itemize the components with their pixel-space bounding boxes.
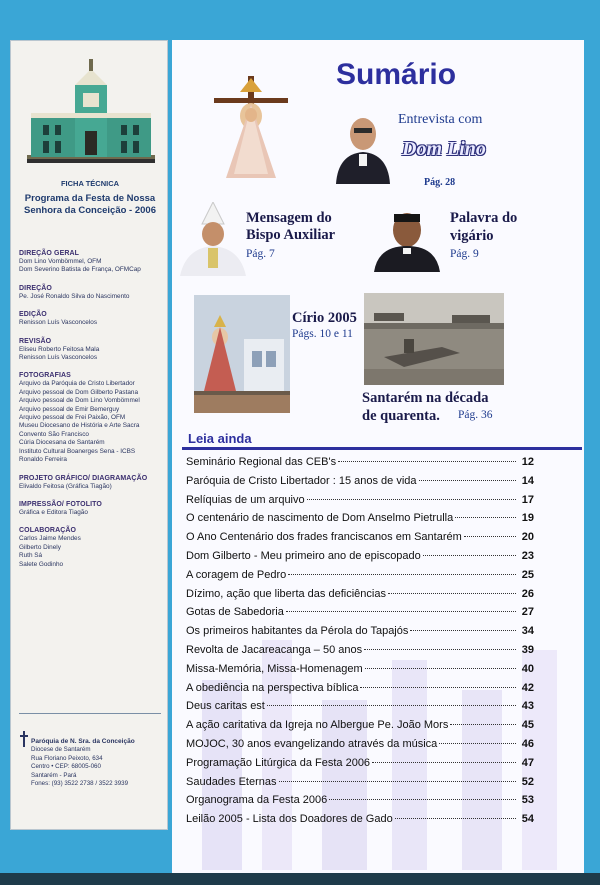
bishop-auxiliary-photo xyxy=(178,202,248,276)
credits-list xyxy=(19,249,165,578)
toc-leader xyxy=(372,762,516,763)
toc-entry-title: O centenário de nascimento de Dom Anselmo Pietrulla xyxy=(186,512,454,525)
credit-line: Renisson Luís Vasconcelos xyxy=(19,354,98,362)
summary-panel xyxy=(172,40,584,875)
toc-leader xyxy=(455,517,516,518)
credit-block xyxy=(19,284,165,301)
toc-entry xyxy=(186,606,534,625)
credit-heading: EDIÇÃO xyxy=(19,311,47,319)
toc-entry-title: Dízimo, ação que liberta das deficiências xyxy=(186,587,386,600)
credit-block xyxy=(19,337,165,363)
credit-line: Pe. José Ronaldo Silva do Nascimento xyxy=(19,292,130,300)
toc-entry-page: 17 xyxy=(521,493,534,506)
feature-title: Bispo Auxiliar xyxy=(246,227,336,243)
toc-entry-page: 26 xyxy=(521,587,534,600)
toc-entry-title: Missa-Memória, Missa-Homenagem xyxy=(186,662,363,675)
feature-title: Santarém na década xyxy=(362,390,489,406)
sidebar xyxy=(10,40,168,830)
toc-leader xyxy=(329,799,516,800)
credit-heading: IMPRESSÃO/ FOTOLITO xyxy=(19,500,102,508)
toc-entry-title: Seminário Regional das CEB's xyxy=(186,456,337,468)
toc-entry-page: 25 xyxy=(521,568,534,581)
toc-leader xyxy=(279,781,516,782)
toc-leader xyxy=(360,687,516,688)
credit-line: Instituto Cultural Boanerges Sena - ICBS xyxy=(19,447,136,455)
feature-title: Mensagem do xyxy=(246,210,332,226)
credit-heading: FOTOGRAFIAS xyxy=(19,372,71,380)
feature-page: Pág. 9 xyxy=(450,248,479,260)
credit-line: Ruth Sá xyxy=(19,552,43,560)
toc-entry-title: A ação caritativa da Igreja no Albergue Pe. João Mors xyxy=(186,719,449,732)
toc-entry-page: 27 xyxy=(521,606,534,619)
toc-entry-title: MOJOC, 30 anos evangelizando através da música xyxy=(186,737,438,750)
feature-title: de quarenta. xyxy=(362,408,440,424)
credit-line: Renisson Luís Vasconcelos xyxy=(19,319,98,327)
toc-entry xyxy=(186,663,534,682)
toc-entry xyxy=(186,682,534,701)
parish-line: Centro • CEP: 68005-060 xyxy=(31,763,101,771)
credit-block xyxy=(19,310,165,327)
credit-line: Arquivo pessoal de Dom Gilberto Pastana xyxy=(19,388,139,396)
credit-line: Museu Diocesano de História e Arte Sacra xyxy=(19,422,140,430)
toc-leader xyxy=(395,818,516,819)
credit-heading: PROJETO GRÁFICO/ DIAGRAMAÇÃO xyxy=(19,474,148,482)
feature-title: vigário xyxy=(450,228,494,244)
credit-line: Eliseu Roberto Feitosa Mala xyxy=(19,345,100,353)
feature-title: Círio 2005 xyxy=(292,310,357,326)
divider xyxy=(182,447,582,450)
credit-line: Gráfica e Editora Tiagão xyxy=(19,508,88,516)
toc-entry-title: Organograma da Festa 2006 xyxy=(186,794,328,807)
credit-heading: REVISÃO xyxy=(19,337,52,345)
toc-entry-title: Gotas de Sabedoria xyxy=(186,606,284,619)
toc-entry-page: 47 xyxy=(521,756,534,769)
toc-entry xyxy=(186,625,534,644)
credit-heading: DIREÇÃO xyxy=(19,284,52,292)
toc-leader xyxy=(419,480,516,481)
parish-line: Santarém - Pará xyxy=(31,771,77,779)
feature-title: Palavra do xyxy=(450,210,518,226)
parish-line: Rua Floriano Peixoto, 634 xyxy=(31,754,103,762)
toc-leader xyxy=(364,649,516,650)
toc-entry-title: A obediência na perspectiva bíblica xyxy=(186,681,359,694)
toc-entry-title: Deus caritas est xyxy=(186,700,265,713)
feature-page: Págs. 10 e 11 xyxy=(292,328,353,340)
toc-entry xyxy=(186,512,534,531)
credit-heading: DIREÇÃO GERAL xyxy=(19,250,80,257)
credit-line: Ronaldo Ferreira xyxy=(19,456,67,464)
cirio-2005-photo xyxy=(194,295,290,413)
toc-entry xyxy=(186,644,534,663)
toc-entry-page: 54 xyxy=(521,813,534,826)
interview-label: Entrevista com xyxy=(398,112,483,127)
toc-leader xyxy=(286,611,516,612)
parish-name: Paróquia de N. Sra. da Conceição xyxy=(31,738,135,745)
page-title: Sumário xyxy=(336,58,457,91)
credit-line: Dom Lino Vombömmel, OFM xyxy=(19,258,102,265)
toc-leader xyxy=(464,536,516,537)
credit-block xyxy=(19,249,165,275)
toc-entry xyxy=(186,475,534,494)
church-illustration xyxy=(23,55,159,173)
credit-line: Arquivo da Paróquia de Cristo Libertador xyxy=(19,380,135,388)
toc-entry-title: Revolta de Jacareacanga – 50 anos xyxy=(186,643,363,656)
toc-entry xyxy=(186,550,534,569)
toc-entry-page: 52 xyxy=(521,775,534,788)
santarem-1940s-photo xyxy=(364,293,504,385)
toc-entry xyxy=(186,719,534,738)
virgin-mary-image xyxy=(208,70,294,180)
toc-entry xyxy=(186,813,534,832)
credit-block xyxy=(19,371,165,464)
toc-entry-page: 34 xyxy=(521,625,534,638)
toc-entry-title: Leilão 2005 - Lista dos Doadores de Gado xyxy=(186,813,393,826)
credit-block xyxy=(19,500,165,517)
ficha-tecnica-heading: FICHA TÉCNICA xyxy=(60,179,120,188)
toc-leader xyxy=(439,743,516,744)
credit-block xyxy=(19,474,165,491)
toc-leader xyxy=(365,668,516,669)
credit-heading: COLABORAÇÃO xyxy=(19,527,77,535)
credit-line: Elivaldo Feitosa (Gráfica Tiagão) xyxy=(19,482,112,490)
credit-line: Arquivo pessoal de Frei Paixão, OFM xyxy=(19,414,126,422)
toc-entry-page: 12 xyxy=(521,456,534,468)
toc-leader xyxy=(307,499,516,500)
toc-entry-page: 39 xyxy=(521,643,534,656)
parish-address xyxy=(19,737,165,789)
toc-entry xyxy=(186,456,534,475)
toc-entry xyxy=(186,494,534,513)
dom-lino-photo xyxy=(332,112,394,184)
toc-entry-page: 23 xyxy=(521,549,534,562)
toc-entry-page: 45 xyxy=(521,719,534,732)
credit-line: Gilberto Dinely xyxy=(19,543,61,551)
vicar-photo xyxy=(372,206,442,272)
toc-entry xyxy=(186,738,534,757)
credit-block xyxy=(19,526,165,569)
toc-leader xyxy=(410,630,516,631)
toc-entry-page: 40 xyxy=(521,662,534,675)
leia-ainda-heading: Leia ainda xyxy=(188,431,252,446)
parish-line: Fones: (93) 3522 2738 / 3522 3939 xyxy=(31,780,129,788)
credit-line: Salete Godinho xyxy=(19,560,64,568)
feature-page: Pág. 36 xyxy=(458,409,493,421)
toc-entry xyxy=(186,757,534,776)
toc-entry-title: Paróquia de Cristo Libertador : 15 anos de vida xyxy=(186,474,417,487)
interview-name-logo: Dom Lino xyxy=(402,138,486,160)
feature-page: Pág. 7 xyxy=(246,248,275,260)
toc-leader xyxy=(267,705,516,706)
toc-entry xyxy=(186,588,534,607)
toc-entry-title: Os primeiros habitantes da Pérola do Tapajós xyxy=(186,625,409,638)
toc-entry-title: O Ano Centenário dos frades franciscanos em Santarém xyxy=(186,531,462,544)
toc-entry-title: Relíquias de um arquivo xyxy=(186,493,305,506)
toc-entry-title: Programação Litúrgica da Festa 2006 xyxy=(186,756,371,769)
credit-line: Convento São Francisco xyxy=(19,430,89,438)
toc-entry xyxy=(186,531,534,550)
interview-page: Pág. 28 xyxy=(424,177,456,188)
page-edge-shadow xyxy=(0,873,600,885)
toc-entry-title: Saudades Eternas xyxy=(186,775,277,788)
toc-leader xyxy=(450,724,516,725)
toc-entry xyxy=(186,700,534,719)
toc-leader xyxy=(288,574,516,575)
credit-line: Arquivo pessoal de Dom Lino Vombömmel xyxy=(19,397,140,405)
toc-entry-page: 46 xyxy=(521,737,534,750)
toc-leader xyxy=(338,461,516,462)
toc-entry-page: 43 xyxy=(521,700,534,713)
toc-entry xyxy=(186,794,534,813)
divider xyxy=(19,713,161,714)
toc-leader xyxy=(423,555,516,556)
toc-entry-page: 19 xyxy=(521,512,534,525)
toc-entry-page: 53 xyxy=(521,794,534,807)
credit-line: Dom Severino Batista de França, OFMCap xyxy=(19,266,141,274)
toc-entry xyxy=(186,569,534,588)
toc-entry-page: 42 xyxy=(521,681,534,694)
credit-line: Arquivo pessoal de Emir Bemerguy xyxy=(19,405,120,413)
credit-line: Carlos Jaime Mendes xyxy=(19,535,81,543)
toc-entry xyxy=(186,776,534,795)
parish-line: Diocese de Santarém xyxy=(31,746,91,753)
toc-leader xyxy=(388,593,516,594)
table-of-contents xyxy=(186,456,534,832)
credit-line: Cúria Diocesana de Santarém xyxy=(19,439,105,447)
toc-entry-page: 20 xyxy=(521,531,534,544)
toc-entry-page: 14 xyxy=(521,474,534,487)
program-title: Programa da Festa de Nossa Senhora da Conceição - 2006 xyxy=(24,193,156,216)
toc-entry-title: Dom Gilberto - Meu primeiro ano de episcopado xyxy=(186,549,421,562)
toc-entry-title: A coragem de Pedro xyxy=(186,568,287,581)
